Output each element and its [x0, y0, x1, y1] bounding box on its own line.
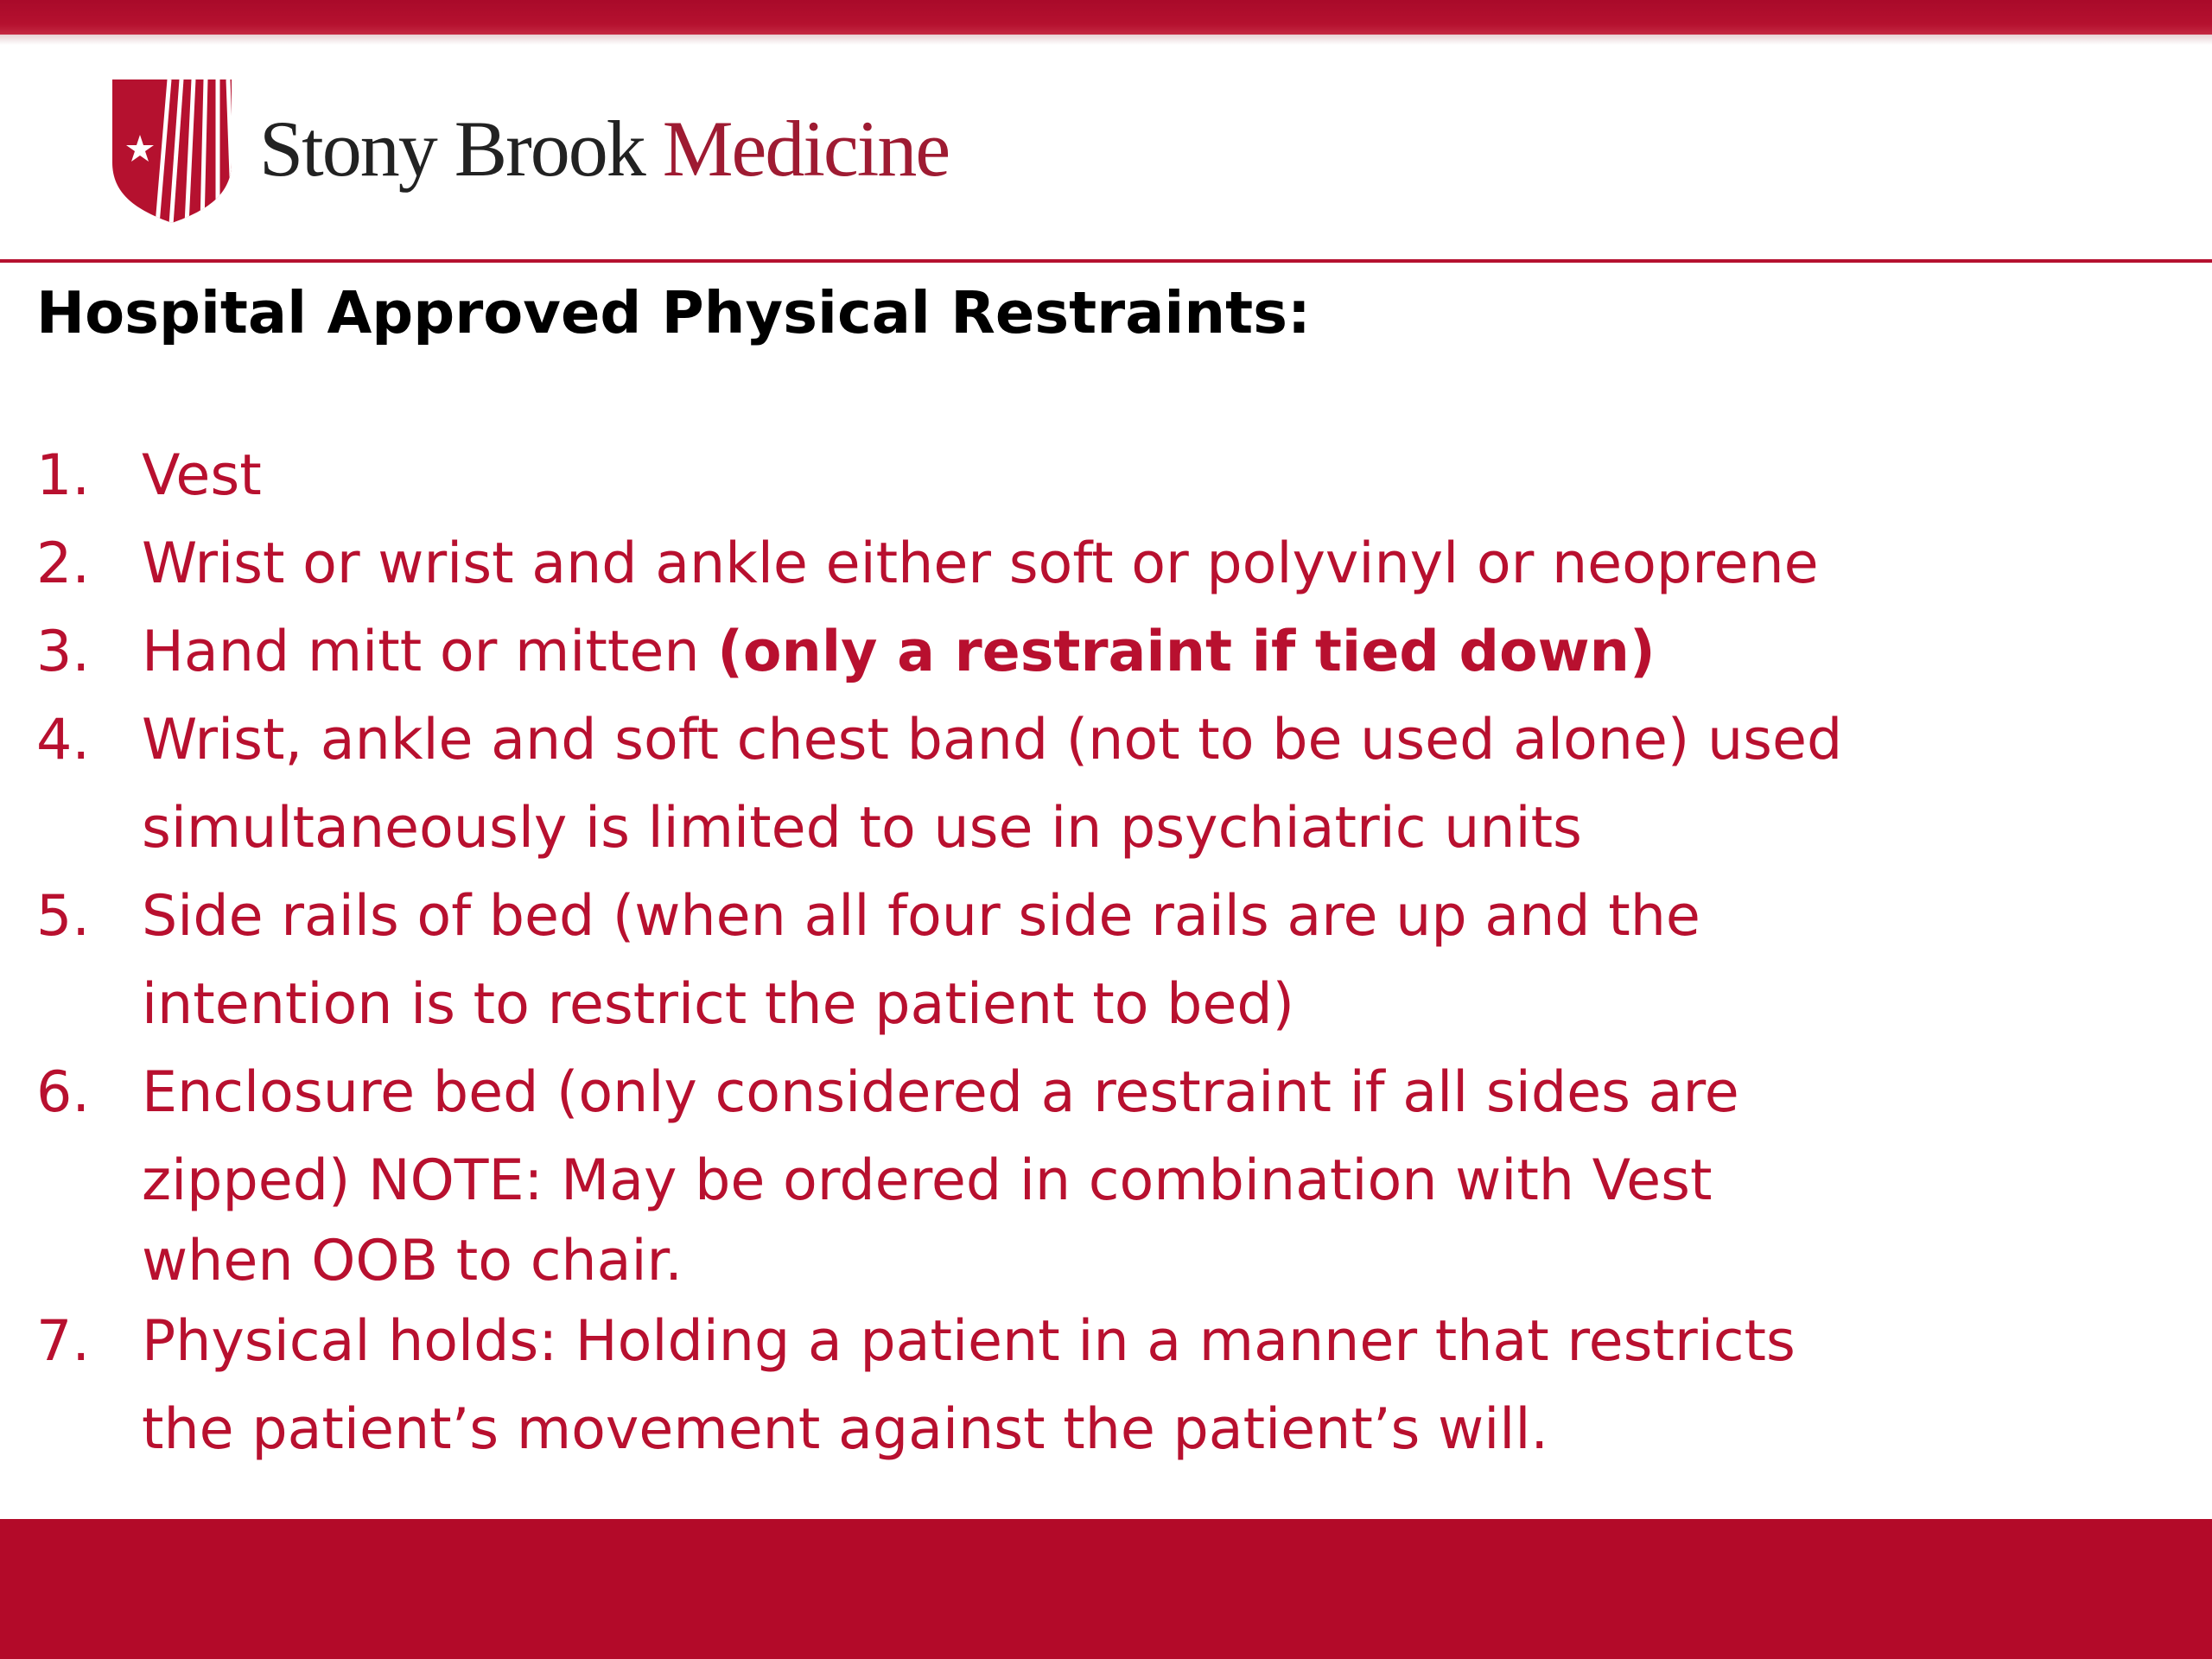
item-text — [142, 520, 2145, 608]
item-line: simultaneously is limited to use in psychiatric units — [142, 796, 1582, 861]
item-line: Wrist, ankle and soft chest band (not to be used alone) used — [142, 708, 1843, 772]
list-item — [36, 1298, 2145, 1474]
item-text — [142, 1049, 2145, 1298]
list-item — [36, 696, 2145, 873]
item-text — [142, 873, 2145, 1049]
item-line: the patient’s movement against the patient’s will. — [142, 1397, 1549, 1462]
item-text — [142, 1298, 2145, 1474]
item-text — [142, 608, 2145, 696]
item-line: Side rails of bed (when all four side rails are up and the — [142, 884, 1700, 949]
logo-wordmark — [259, 105, 950, 193]
stony-brook-medicine-logo — [109, 73, 949, 225]
item-number: 4. — [36, 708, 91, 772]
item-text — [142, 696, 2145, 873]
top-bar-shadow — [0, 35, 2212, 45]
item-line-text: Hand mitt or mitten — [142, 620, 718, 684]
list-item — [36, 608, 2145, 696]
item-line: when OOB to chair. — [142, 1229, 683, 1294]
bottom-accent-bar — [0, 1519, 2212, 1659]
item-line: Enclosure bed (only considered a restraint if all sides are — [142, 1060, 1739, 1125]
item-line: Vest — [142, 443, 262, 508]
item-line: Wrist or wrist and ankle either soft or polyvinyl or neoprene — [142, 531, 1819, 596]
item-line — [142, 608, 2145, 696]
logo-wordmark-medicine: Medicine — [662, 105, 950, 193]
list-item — [36, 1049, 2145, 1298]
item-number: 7. — [36, 1309, 91, 1374]
item-line: zipped) NOTE: May be ordered in combination with Vest — [142, 1148, 1713, 1213]
top-accent-bar — [0, 0, 2212, 35]
list-item — [36, 520, 2145, 608]
item-number: 6. — [36, 1060, 91, 1125]
item-line: intention is to restrict the patient to bed) — [142, 972, 1294, 1037]
shield-logo-icon — [109, 73, 235, 225]
item-text — [142, 432, 2145, 520]
item-emphasis: (only a restraint if tied down) — [717, 620, 1656, 684]
item-number: 5. — [36, 884, 91, 949]
header-divider — [0, 259, 2212, 263]
item-number: 2. — [36, 531, 91, 596]
item-line: Physical holds: Holding a patient in a manner that restricts — [142, 1309, 1796, 1374]
item-number: 1. — [36, 443, 91, 508]
logo-wordmark-stony-brook: Stony Brook — [259, 105, 645, 193]
item-number: 3. — [36, 620, 91, 684]
list-item — [36, 432, 2145, 520]
list-item — [36, 873, 2145, 1049]
restraints-list — [36, 432, 2145, 1474]
slide-heading: Hospital Approved Physical Restraints: — [36, 279, 1311, 346]
